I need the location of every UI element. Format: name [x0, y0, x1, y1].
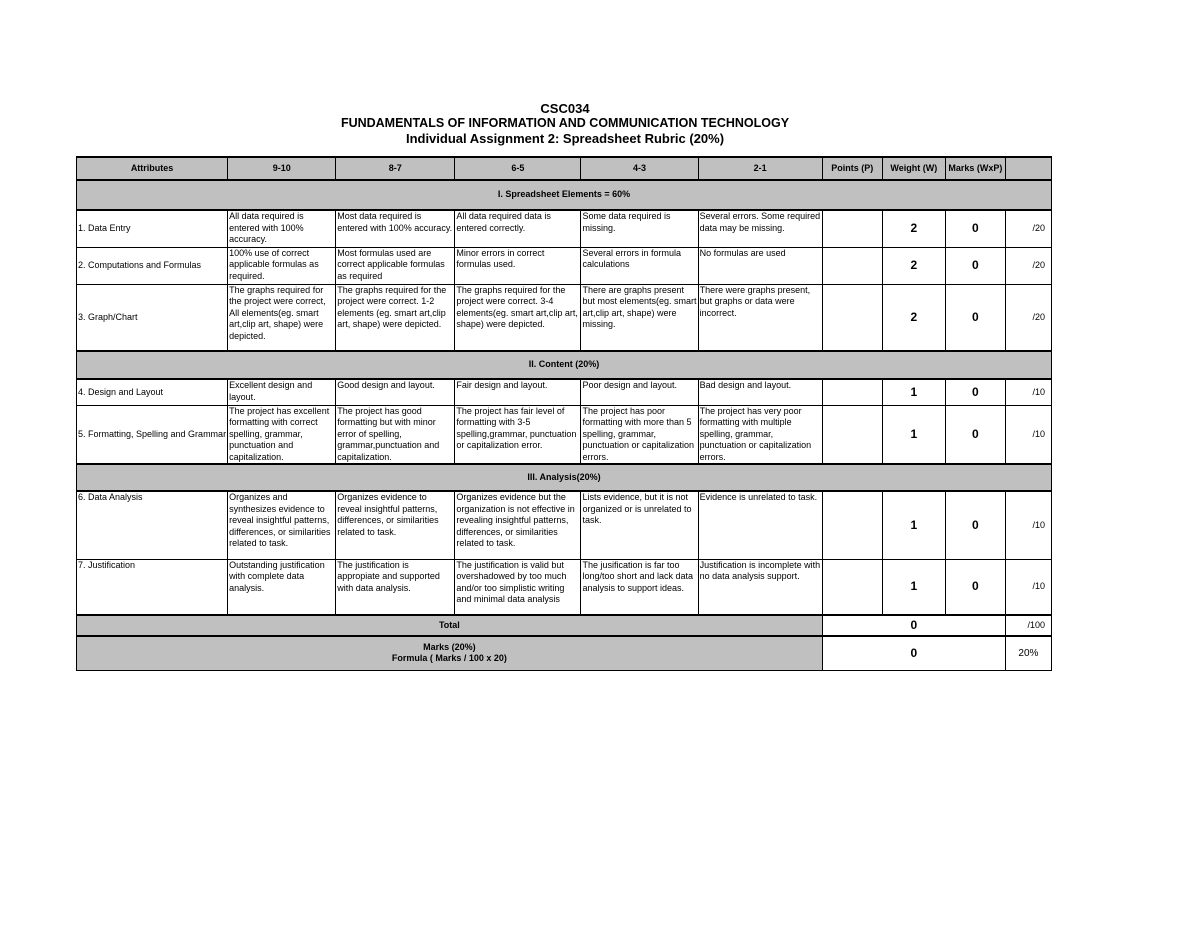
criteria-cell: Outstanding justification with complete data analysis.	[228, 559, 336, 615]
total-max: /100	[1005, 615, 1051, 636]
row-attribute: 4. Design and Layout	[77, 379, 228, 405]
points-cell[interactable]	[822, 210, 882, 247]
marks-formula: Formula ( Marks / 100 x 20)	[391, 653, 507, 664]
criteria-cell: Most data required is entered with 100% accuracy.	[336, 210, 455, 247]
criteria-cell: The graphs required for the project were correct. 1-2 elements (eg. smart art,clip art, shape) were depicted.	[336, 284, 455, 351]
criteria-cell: Organizes evidence to reveal insightful patterns, differences, or similarities related to task.	[336, 491, 455, 559]
row-attribute: 1. Data Entry	[77, 210, 228, 247]
header-row	[77, 157, 1052, 180]
row-attribute: 5. Formatting, Spelling and Grammar	[77, 405, 228, 464]
header-blank	[1005, 157, 1051, 180]
document-title	[0, 101, 1130, 146]
criteria-cell: The project has fair level of formatting with 3-5 spelling,grammar, punctuation or capitalization error.	[455, 405, 581, 464]
marks-value: 0	[822, 636, 1005, 670]
criteria-cell: Good design and layout.	[336, 379, 455, 405]
weight-cell: 2	[882, 247, 945, 284]
total-label: Total	[77, 615, 823, 636]
max-marks-cell: /10	[1005, 491, 1051, 559]
criteria-cell: The jusification is far too long/too short and lack data analysis to support ideas.	[581, 559, 698, 615]
marks-cell: 0	[945, 210, 1005, 247]
table-row	[77, 405, 1052, 464]
points-cell[interactable]	[822, 405, 882, 464]
section-row	[77, 180, 1052, 210]
criteria-cell: The graphs required for the project were correct, All elements(eg. smart art,clip art, shape) were depicted.	[228, 284, 336, 351]
header-weight: Weight (W)	[882, 157, 945, 180]
table-row	[77, 210, 1052, 247]
table-row	[77, 491, 1052, 559]
marks-cell: 0	[945, 247, 1005, 284]
max-marks-cell: /10	[1005, 405, 1051, 464]
criteria-cell: Lists evidence, but it is not organized or is unrelated to task.	[581, 491, 698, 559]
section-spreadsheet-elements: I. Spreadsheet Elements = 60%	[77, 180, 1052, 210]
marks-row	[77, 636, 1052, 670]
points-cell[interactable]	[822, 284, 882, 351]
header-6-5: 6-5	[455, 157, 581, 180]
points-cell[interactable]	[822, 379, 882, 405]
criteria-cell: Organizes evidence but the organization is not effective in revealing insightful patterns, differences, or similarities related to task.	[455, 491, 581, 559]
marks-cell: 0	[945, 559, 1005, 615]
criteria-cell: The graphs required for the project were correct. 3-4 elements(eg. smart art,clip art, shape) were depicted.	[455, 284, 581, 351]
header-attributes: Attributes	[77, 157, 228, 180]
criteria-cell: Minor errors in correct formulas used.	[455, 247, 581, 284]
criteria-cell: Evidence is unrelated to task.	[698, 491, 822, 559]
criteria-cell: Poor design and layout.	[581, 379, 698, 405]
row-attribute: 6. Data Analysis	[77, 491, 228, 559]
table-row	[77, 247, 1052, 284]
points-cell[interactable]	[822, 491, 882, 559]
criteria-cell: All data required is entered with 100% accuracy.	[228, 210, 336, 247]
section-row	[77, 464, 1052, 491]
marks-label: Marks (20%)	[423, 641, 476, 652]
course-code: CSC034	[540, 101, 590, 116]
course-name: FUNDAMENTALS OF INFORMATION AND COMMUNICATION TECHNOLOGY	[340, 116, 790, 130]
row-attribute: 2. Computations and Formulas	[77, 247, 228, 284]
max-marks-cell: /20	[1005, 284, 1051, 351]
rubric-table	[76, 156, 1052, 671]
weight-cell: 1	[882, 491, 945, 559]
section-row	[77, 351, 1052, 379]
section-analysis: III. Analysis(20%)	[77, 464, 1052, 491]
criteria-cell: Organizes and synthesizes evidence to reveal insightful patterns, differences, or similarities related to task.	[228, 491, 336, 559]
row-attribute: 7. Justification	[77, 559, 228, 615]
criteria-cell: The project has excellent formatting with correct spelling, grammar, punctuation and capitalization.	[228, 405, 336, 464]
criteria-cell: The project has good formatting but with minor error of spelling, grammar,punctuation and capitalization.	[336, 405, 455, 464]
header-marks: Marks (WxP)	[945, 157, 1005, 180]
header-9-10: 9-10	[228, 157, 336, 180]
table-row	[77, 379, 1052, 405]
weight-cell: 2	[882, 284, 945, 351]
criteria-cell: The project has poor formatting with more than 5 spelling, grammar, punctuation or capitalization errors.	[581, 405, 698, 464]
criteria-cell: All data required data is entered correctly.	[455, 210, 581, 247]
marks-cell: 0	[945, 379, 1005, 405]
header-8-7: 8-7	[336, 157, 455, 180]
weight-cell: 1	[882, 379, 945, 405]
criteria-cell: The justification is appropiate and supported with data analysis.	[336, 559, 455, 615]
table-row	[77, 284, 1052, 351]
criteria-cell: Fair design and layout.	[455, 379, 581, 405]
marks-cell: 0	[945, 405, 1005, 464]
marks-label-cell	[77, 636, 823, 670]
max-marks-cell: /20	[1005, 210, 1051, 247]
total-row	[77, 615, 1052, 636]
total-value: 0	[822, 615, 1005, 636]
criteria-cell: There were graphs present, but graphs or data were incorrect.	[698, 284, 822, 351]
criteria-cell: Bad design and layout.	[698, 379, 822, 405]
points-cell[interactable]	[822, 559, 882, 615]
criteria-cell: Several errors in formula calculations	[581, 247, 698, 284]
points-cell[interactable]	[822, 247, 882, 284]
criteria-cell: Most formulas used are correct applicable formulas as required	[336, 247, 455, 284]
header-4-3: 4-3	[581, 157, 698, 180]
marks-percent: 20%	[1005, 636, 1051, 670]
criteria-cell: 100% use of correct applicable formulas as required.	[228, 247, 336, 284]
marks-cell: 0	[945, 491, 1005, 559]
max-marks-cell: /20	[1005, 247, 1051, 284]
weight-cell: 1	[882, 405, 945, 464]
criteria-cell: No formulas are used	[698, 247, 822, 284]
criteria-cell: There are graphs present but most elements(eg. smart art,clip art, shape) were missing.	[581, 284, 698, 351]
criteria-cell: Excellent design and layout.	[228, 379, 336, 405]
criteria-cell: Justification is incomplete with no data analysis support.	[698, 559, 822, 615]
weight-cell: 1	[882, 559, 945, 615]
criteria-cell: Some data required is missing.	[581, 210, 698, 247]
table-row	[77, 559, 1052, 615]
header-2-1: 2-1	[698, 157, 822, 180]
marks-cell: 0	[945, 284, 1005, 351]
max-marks-cell: /10	[1005, 559, 1051, 615]
assignment-title: Individual Assignment 2: Spreadsheet Rubric (20%)	[405, 131, 725, 146]
section-content: II. Content (20%)	[77, 351, 1052, 379]
weight-cell: 2	[882, 210, 945, 247]
header-points: Points (P)	[822, 157, 882, 180]
criteria-cell: The project has very poor formatting with multiple spelling, grammar, punctuation or capitalization errors.	[698, 405, 822, 464]
criteria-cell: Several errors. Some required data may be missing.	[698, 210, 822, 247]
max-marks-cell: /10	[1005, 379, 1051, 405]
criteria-cell: The justification is valid but overshadowed by too much and/or too simplistic writing and minimal data analysis	[455, 559, 581, 615]
row-attribute: 3. Graph/Chart	[77, 284, 228, 351]
